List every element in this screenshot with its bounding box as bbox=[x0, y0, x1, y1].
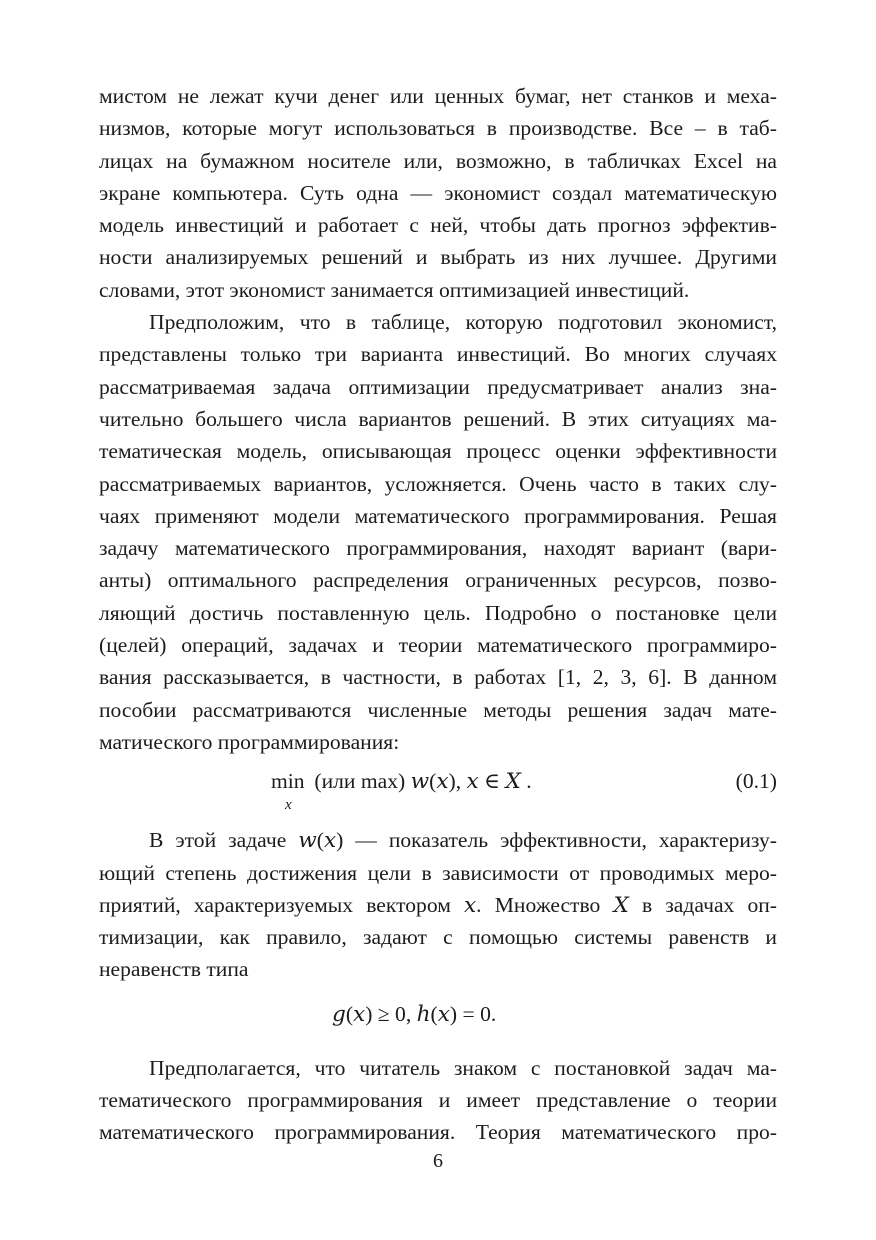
text-line: представлены только три варианта инвестиций. Во многих случаях bbox=[99, 342, 777, 367]
text-line: неравенств типа bbox=[99, 957, 249, 982]
equation-0-1 bbox=[99, 758, 777, 824]
text-line: чительно большего числа вариантов решений. В этих ситуациях ма- bbox=[99, 406, 777, 431]
text-line: (целей) операций, задачах и теории математического программиро- bbox=[99, 633, 777, 658]
text-line: рассматриваемых вариантов, усложняется. Очень часто в таких слу- bbox=[99, 471, 777, 496]
equation-number: (0.1) bbox=[735, 769, 777, 794]
page-body bbox=[99, 80, 777, 1149]
min-operator bbox=[271, 765, 309, 814]
text-line: задачу математического программирования, находят вариант (вари- bbox=[99, 536, 777, 561]
equation-rest: (или max) 𝑤(𝑥), 𝑥 ∈ 𝑋 . bbox=[314, 769, 532, 794]
text-line: лицах на бумажном носителе или, возможно, в табличках Excel на bbox=[99, 148, 777, 173]
min-label: min bbox=[271, 769, 305, 794]
text-line: приятий, характеризуемых вектором 𝑥. Множество 𝑋 в задачах оп- bbox=[99, 892, 777, 917]
equation-constraints bbox=[99, 986, 777, 1052]
text-line: Предполагается, что читатель знаком с постановкой задач ма- bbox=[149, 1055, 777, 1080]
text-line: анты) оптимального распределения ограниченных ресурсов, позво- bbox=[99, 568, 777, 593]
text-line: низмов, которые могут использоваться в производстве. Все – в таб- bbox=[99, 116, 777, 141]
text-line: ности анализируемых решений и выбрать из них лучшее. Другими bbox=[99, 245, 777, 270]
text-line: рассматриваемая задача оптимизации предусматривает анализ зна- bbox=[99, 374, 777, 399]
text-line: тематическая модель, описывающая процесс оценки эффективности bbox=[99, 439, 777, 464]
text-line: математического программирования. Теория математического про- bbox=[99, 1120, 777, 1145]
paragraph-2 bbox=[99, 306, 777, 758]
text-line: ляющий достичь поставленную цель. Подробно о постановке цели bbox=[99, 600, 777, 625]
min-subscript: x bbox=[285, 797, 292, 814]
text-line: тематического программирования и имеет представление о теории bbox=[99, 1088, 777, 1113]
text-line: пособии рассматриваются численные методы решения задач мате- bbox=[99, 697, 777, 722]
page-number: 6 bbox=[433, 1150, 443, 1172]
text-line: чаях применяют модели математического программирования. Решая bbox=[99, 503, 777, 528]
text-line: тимизации, как правило, задают с помощью системы равенств и bbox=[99, 925, 777, 950]
paragraph-1 bbox=[99, 80, 777, 306]
text-line: модель инвестиций и работает с ней, чтобы дать прогноз эффектив- bbox=[99, 213, 777, 238]
text-line: словами, этот экономист занимается оптимизацией инвестиций. bbox=[99, 277, 690, 302]
text-line: В этой задаче 𝑤(𝑥) — показатель эффективности, характеризу- bbox=[149, 828, 777, 853]
equation-body bbox=[271, 765, 532, 814]
text-line: матического программирования: bbox=[99, 729, 400, 754]
text-line: вания рассказывается, в частности, в работах [1, 2, 3, 6]. В данном bbox=[99, 665, 777, 690]
paragraph-4 bbox=[99, 1052, 777, 1149]
text-line: Предположим, что в таблице, которую подготовил экономист, bbox=[149, 310, 777, 335]
paragraph-3 bbox=[99, 824, 777, 985]
text-line: экране компьютера. Суть одна — экономист создал математическую bbox=[99, 180, 777, 205]
text-line: ющий степень достижения цели в зависимости от проводимых меро- bbox=[99, 860, 777, 885]
text-line: мистом не лежат кучи денег или ценных бумаг, нет станков и меха- bbox=[99, 84, 777, 108]
equation-body: 𝑔(𝑥) ≥ 0, ℎ(𝑥) = 0. bbox=[332, 1001, 497, 1026]
